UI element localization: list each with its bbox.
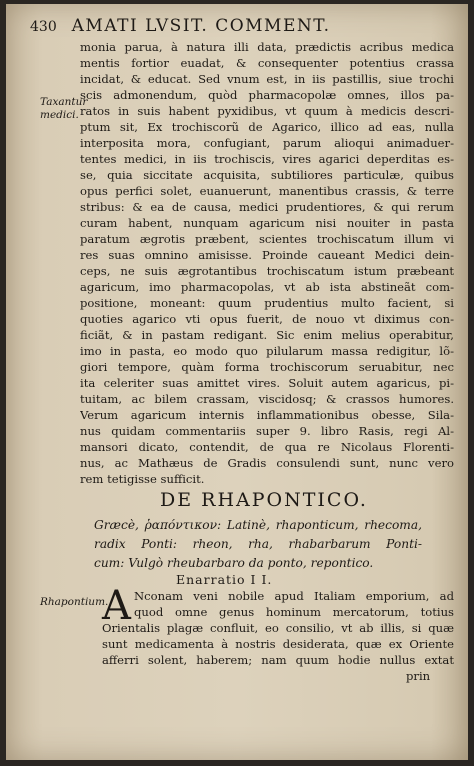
text-line: incidat, & educat. Sed vnum est, in iis pastillis, siue trochi [80,72,454,86]
paragraph-rhapontico [102,620,454,668]
synonym-line: Græcè, ῥαπόντικον: Latinè, rhaponticum, rhecoma, [94,518,422,532]
synonym-line: cum: Vulgò rheubarbaro da ponto, repontico. [94,556,374,570]
enarratio-heading: Enarratio I I. [176,572,273,587]
text-line: res suas omnino amisisse. Proinde caueant Medici dein- [80,248,454,262]
text-line: tuitam, ac bilem crassam, viscidosq; & crassos humores. [80,392,454,406]
drop-cap: A [102,583,131,629]
text-line: curam habent, nunquam agaricum nisi nouiter in pasta [80,216,454,230]
text-line: Nconam veni nobile apud Italiam emporium, ad [134,589,454,603]
margin-note-rhapontic: Rhapontium. [40,596,109,608]
page-number: 430 [30,19,57,35]
text-line: ita celeriter suas amittet vires. Soluit autem agaricus, pi- [80,376,454,390]
running-title: AMATI LVSIT. COMMENT. [71,16,331,36]
text-line: afferri solent, haberem; nam quum hodie nullus extat [102,653,454,667]
text-line: tentes medici, in iis trochiscis, vires agarici deperditas es- [80,152,454,166]
text-line: Orientalis plagæ confluit, eo consilio, vt ab illis, si quæ [102,621,454,635]
text-line: quoties agarico vti opus fuerit, de nouo vt diximus con- [80,312,454,326]
text-line: positione, moneant: quum prudentius multo facient, si [80,296,454,310]
text-line: ficiãt, & in pastam redigant. Sic enim melius operabitur, [80,328,454,342]
running-header [30,16,430,38]
text-line: imo in pasta, eo modo quo pilularum massa redigitur, lõ- [80,344,454,358]
text-line: ptum sit, Ex trochiscorũ de Agarico, illico ad eas, nulla [80,120,454,134]
text-line: mentis fortior euadat, & consequenter potentius crassa [80,56,454,70]
text-line: rem tetigisse sufficit. [80,472,205,486]
text-line: mansori dicato, contendit, de qua re Nicolaus Florenti- [80,440,454,454]
text-line: ceps, ne suis ægrotantibus trochiscatum istum præbeant [80,264,454,278]
text-line: monia parua, à natura illi data, prædictis acribus medica [80,40,454,54]
text-line: paratum ægrotis præbent, scientes trochiscatum illum vi [80,232,454,246]
text-line: agaricum, imo pharmacopolas, vt ab ista abstineãt com- [80,280,454,294]
text-line: interposita mora, confugiant, parum alioqui animaduer- [80,136,454,150]
synonyms-block [94,516,422,573]
text-line: nus, ac Mathæus de Gradis consulendi sunt, nunc vero [80,456,454,470]
synonym-line: radix Ponti: rheon, rha, rhabarbarum Ponti- [94,537,422,551]
paragraph-agarico [80,39,454,487]
text-line: sunt medicamenta à nostris desiderata, quæ ex Oriente [102,637,454,651]
catchword: prin [406,669,431,683]
text-line: se, quia siccitate acquisita, subtiliores particulæ, quibus [80,168,454,182]
text-line: Verum agaricum internis inflammationibus obesse, Sila- [80,408,454,422]
text-line: stribus: & ea de causa, medici prudentiores, & qui rerum [80,200,454,214]
text-line: quod omne genus hominum mercatorum, totius [134,605,454,619]
book-page [6,4,468,760]
text-line: giori tempore, quàm forma trochiscorum seruabitur, nec [80,360,454,374]
text-line: scis admonendum, quòd pharmacopolæ omnes, illos pa- [80,88,454,102]
paragraph-rhapontico-start [134,588,454,620]
margin-note-taxantur: Taxantur medici. [40,96,88,121]
text-line: nus quidam commentariis super 9. libro Rasis, regi Al- [80,424,454,438]
text-line: opus perfici solet, euanuerunt, manentibus crassis, & terre [80,184,454,198]
section-title: DE RHAPONTICO. [160,489,368,511]
text-line: ratos in suis habent pyxidibus, vt quum à medicis descri- [80,104,454,118]
